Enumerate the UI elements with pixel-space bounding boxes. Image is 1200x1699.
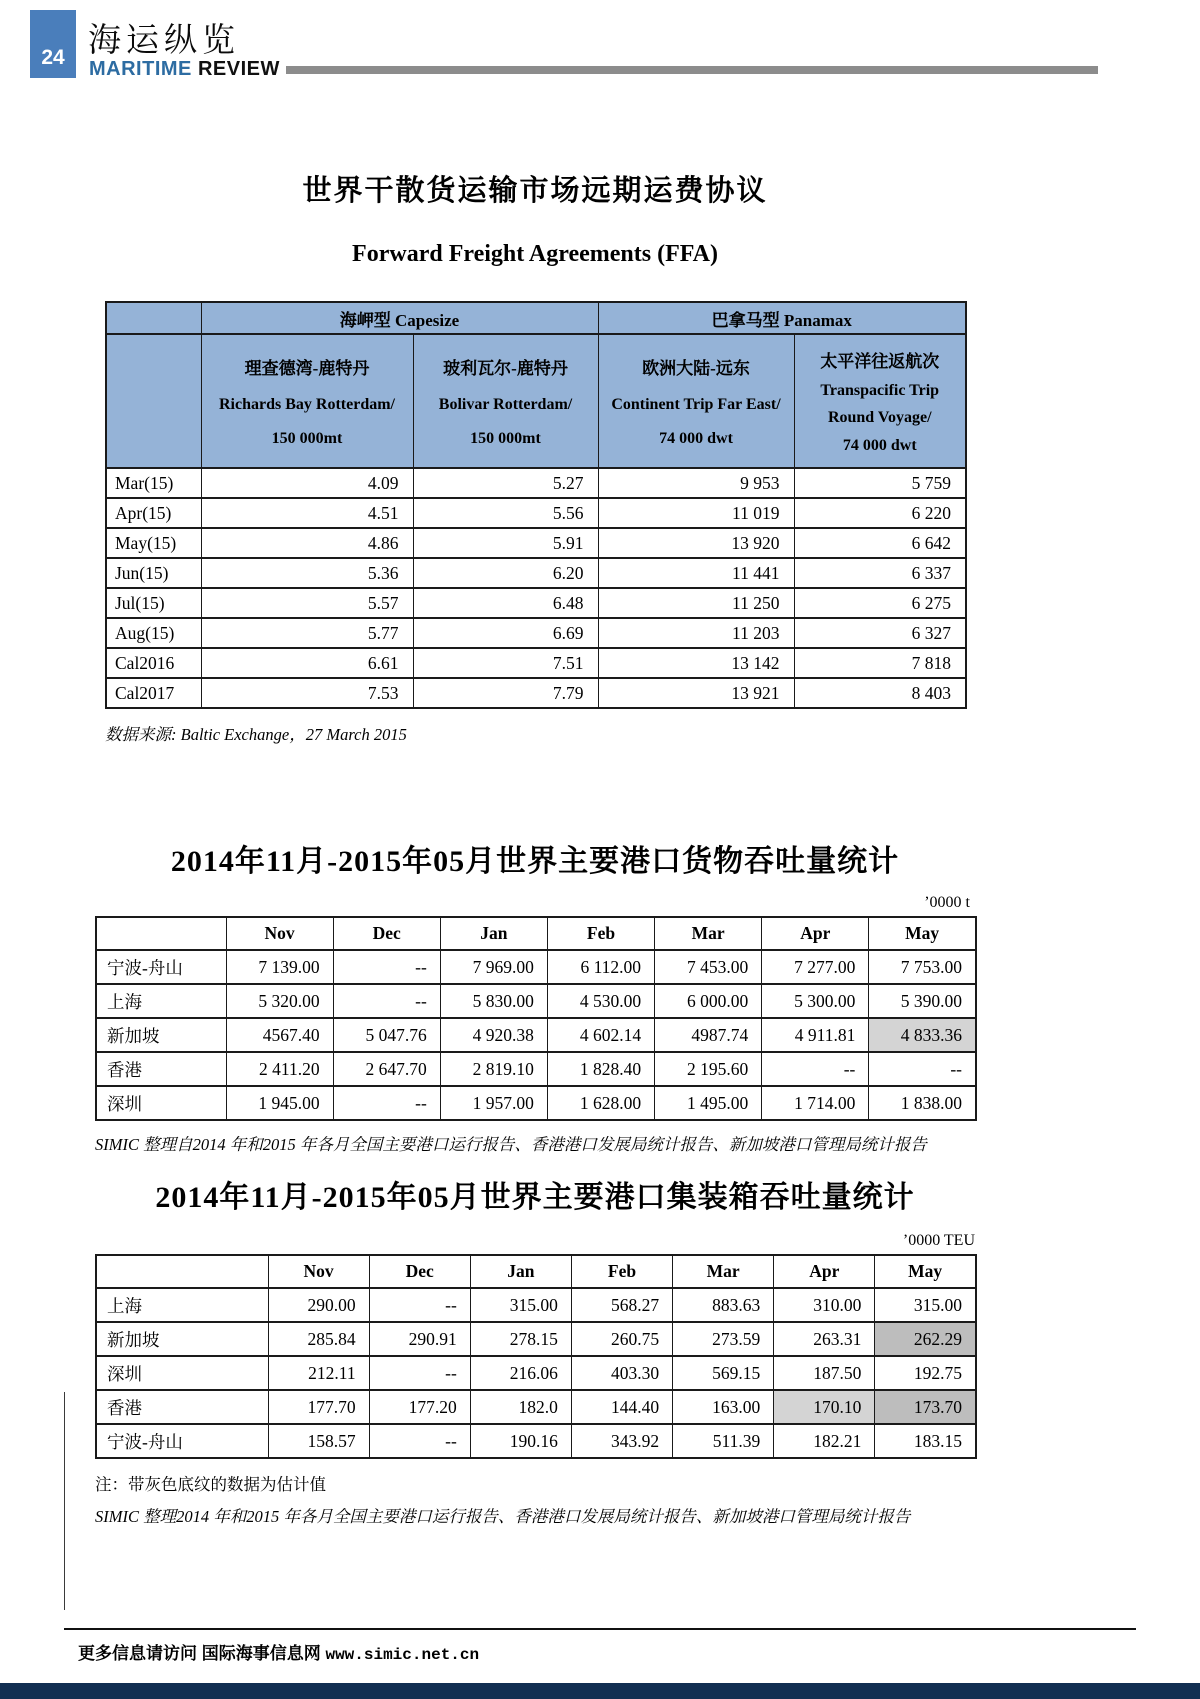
port-value: 182.21 [774,1424,875,1458]
port-value: 7 277.00 [762,950,869,984]
ffa-data-row [106,468,966,498]
ffa-value: 11 250 [598,588,794,618]
port-value: 310.00 [774,1288,875,1322]
ffa-value: 11 203 [598,618,794,648]
ffa-row-label: Jun(15) [106,558,201,588]
month-header: Dec [333,917,440,950]
ffa-header-line: 74 000 dwt [842,437,917,455]
month-header: Apr [762,917,869,950]
port-name: 上海 [96,984,226,1018]
ffa-data-row [106,498,966,528]
port-value: 170.10 [774,1390,875,1424]
ffa-corner-cell [106,334,201,468]
port-name: 深圳 [96,1356,268,1390]
ffa-section [105,168,965,745]
ffa-header-line: 74 000 dwt [659,430,733,448]
ffa-header-lines [206,337,409,465]
port-value: 2 647.70 [333,1052,440,1086]
port-value: 216.06 [470,1356,571,1390]
ffa-value: 4.51 [201,498,413,528]
ffa-data-row [106,648,966,678]
port-value: 5 300.00 [762,984,869,1018]
ffa-header-line: 欧洲大陆-远东 [642,358,750,378]
ffa-value: 6 275 [794,588,966,618]
ffa-header-line: 150 000mt [470,430,541,448]
port-name: 香港 [96,1390,268,1424]
port-value: 5 830.00 [440,984,547,1018]
ffa-data-row [106,528,966,558]
footer-bottom-bar [0,1683,1200,1699]
port-value: 177.20 [369,1390,470,1424]
port-value: 1 828.40 [547,1052,654,1086]
ffa-value: 5.91 [413,528,598,558]
port-value: 1 495.00 [655,1086,762,1120]
ffa-value: 6 327 [794,618,966,648]
ffa-data-row [106,558,966,588]
port-value: 7 453.00 [655,950,762,984]
port-value: 144.40 [571,1390,672,1424]
ffa-value: 4.09 [201,468,413,498]
ffa-value: 5.77 [201,618,413,648]
masthead-review-label: REVIEW [197,58,280,80]
port-value: 6 112.00 [547,950,654,984]
ffa-column-header [413,334,598,468]
port-data-row [96,1390,976,1424]
port-value: 4567.40 [226,1018,333,1052]
port-value: 260.75 [571,1322,672,1356]
ffa-header-line: 理查德湾-鹿特丹 [244,358,370,378]
port-value: 883.63 [673,1288,774,1322]
port-value: 7 753.00 [869,950,976,984]
month-corner-cell [96,1255,268,1288]
port-value: 2 819.10 [440,1052,547,1086]
ffa-row-label: Cal2017 [106,678,201,708]
footer-text [78,1639,479,1664]
footer-divider-line [64,1628,1136,1630]
month-corner-cell [96,917,226,950]
port-value: 2 195.60 [655,1052,762,1086]
ffa-value: 9 953 [598,468,794,498]
month-header: Dec [369,1255,470,1288]
port-data-row [96,984,976,1018]
ffa-header-line: 太平洋往返航次 [820,351,940,371]
ffa-column-header [598,334,794,468]
port-value: 5 320.00 [226,984,333,1018]
page-number-badge [30,10,76,78]
ffa-data-row [106,678,966,708]
ffa-header-lines [418,337,594,465]
ffa-row-label: Apr(15) [106,498,201,528]
port-value: 183.15 [875,1424,976,1458]
port-value: -- [369,1356,470,1390]
port-value: 285.84 [268,1322,369,1356]
port-value: 6 000.00 [655,984,762,1018]
month-header: Feb [571,1255,672,1288]
port-value: 7 969.00 [440,950,547,984]
port-value: 2 411.20 [226,1052,333,1086]
port-data-row [96,1322,976,1356]
ffa-data-row [106,588,966,618]
ffa-value: 5.27 [413,468,598,498]
port-value: 173.70 [875,1390,976,1424]
ffa-header-line: Round Voyage/ [827,409,932,427]
masthead-title-cn: 海运纵览 [88,21,240,58]
ffa-header-line: 150 000mt [271,430,343,448]
port-value: 4 911.81 [762,1018,869,1052]
ffa-header-line: 玻利瓦尔-鹿特丹 [443,358,568,378]
port-value: 187.50 [774,1356,875,1390]
port-value: 177.70 [268,1390,369,1424]
month-header: Jan [440,917,547,950]
left-margin-rule [64,1392,65,1610]
port-value: 1 838.00 [869,1086,976,1120]
ffa-value: 13 142 [598,648,794,678]
ffa-header-line: Richards Bay Rotterdam/ [219,395,395,413]
port-value: 163.00 [673,1390,774,1424]
port-name: 新加坡 [96,1018,226,1052]
port-value: 290.91 [369,1322,470,1356]
port-value: 7 139.00 [226,950,333,984]
ffa-data-row [106,618,966,648]
port-data-row [96,1424,976,1458]
cargo-source-note: SIMIC 整理自2014 年和2015 年各月全国主要港口运行报告、香港港口发展局统计报告、新加坡港口管理局统计报告 [95,1135,927,1154]
port-value: -- [369,1424,470,1458]
ffa-column-header [794,334,966,468]
cargo-table-title: 2014年11月-2015年05月世界主要港口货物吞吐量统计 [170,845,900,878]
port-data-row [96,1288,976,1322]
port-value: -- [762,1052,869,1086]
port-value: 192.75 [875,1356,976,1390]
port-value: 315.00 [875,1288,976,1322]
port-value: 4 920.38 [440,1018,547,1052]
cargo-throughput-section [95,836,975,1155]
port-value: 569.15 [673,1356,774,1390]
port-value: 158.57 [268,1424,369,1458]
port-value: 290.00 [268,1288,369,1322]
port-value: 1 945.00 [226,1086,333,1120]
ffa-row-label: May(15) [106,528,201,558]
month-header: Mar [655,917,762,950]
masthead-divider-bar [286,66,1098,74]
ffa-value: 6.48 [413,588,598,618]
container-unit-label: ’0000 TEU [902,1232,975,1249]
container-source-note: SIMIC 整理2014 年和2015 年各月全国主要港口运行报告、香港港口发展局统计报告、新加坡港口管理局统计报告 [95,1507,911,1526]
month-header-row [96,917,976,950]
footer-url: www.simic.net.cn [325,1646,480,1664]
port-value: 263.31 [774,1322,875,1356]
ffa-header-line: Continent Trip Far East/ [611,395,781,413]
ffa-source-note: 数据来源: Baltic Exchange，27 March 2015 [105,725,407,744]
port-value: 4 833.36 [869,1018,976,1052]
cargo-unit-label: ’0000 t [924,894,970,911]
port-value: 4 530.00 [547,984,654,1018]
ffa-table [105,301,967,709]
masthead-title-en [89,58,280,81]
ffa-value: 7.79 [413,678,598,708]
port-data-row [96,1052,976,1086]
ffa-value: 13 920 [598,528,794,558]
ffa-value: 5.56 [413,498,598,528]
port-data-row [96,1086,976,1120]
ffa-value: 6 642 [794,528,966,558]
ffa-group-panamax: 巴拿马型 Panamax [598,302,966,334]
port-value: 212.11 [268,1356,369,1390]
port-value: 403.30 [571,1356,672,1390]
ffa-value: 8 403 [794,678,966,708]
port-value: -- [333,984,440,1018]
port-value: 511.39 [673,1424,774,1458]
ffa-row-label: Aug(15) [106,618,201,648]
cargo-throughput-table [95,916,977,1121]
month-header: May [869,917,976,950]
month-header: Mar [673,1255,774,1288]
port-value: 343.92 [571,1424,672,1458]
ffa-column-header-row [106,334,966,468]
month-header-row [96,1255,976,1288]
port-data-row [96,1018,976,1052]
ffa-corner-cell [106,302,201,334]
ffa-group-header-row [106,302,966,334]
ffa-value: 6.69 [413,618,598,648]
masthead-maritime-label: MARITIME [89,58,192,80]
ffa-row-label: Cal2016 [106,648,201,678]
ffa-title-cn: 世界干散货运输市场远期运费协议 [302,175,768,207]
ffa-header-line: Bolivar Rotterdam/ [438,395,573,413]
ffa-value: 5.36 [201,558,413,588]
ffa-title-en: Forward Freight Agreements (FFA) [352,241,718,267]
port-value: 1 628.00 [547,1086,654,1120]
container-throughput-section [95,1172,975,1527]
ffa-value: 7.51 [413,648,598,678]
port-value: 278.15 [470,1322,571,1356]
month-header: Apr [774,1255,875,1288]
port-value: 315.00 [470,1288,571,1322]
port-value: 182.0 [470,1390,571,1424]
estimate-note: 注：带灰色底纹的数据为估计值 [95,1475,326,1494]
month-header: Jan [470,1255,571,1288]
port-value: -- [333,950,440,984]
port-value: -- [869,1052,976,1086]
port-value: 5 047.76 [333,1018,440,1052]
ffa-header-line: Transpacific Trip [820,381,940,399]
footer-visit-label: 更多信息请访问 国际海事信息网 [78,1644,321,1663]
ffa-value: 6.20 [413,558,598,588]
port-value: 190.16 [470,1424,571,1458]
container-table-title: 2014年11月-2015年05月世界主要港口集装箱吞吐量统计 [155,1181,915,1214]
ffa-value: 7 818 [794,648,966,678]
port-value: -- [369,1288,470,1322]
port-name: 上海 [96,1288,268,1322]
port-data-row [96,1356,976,1390]
port-name: 香港 [96,1052,226,1086]
port-name: 宁波-舟山 [96,950,226,984]
ffa-header-lines [603,337,790,465]
month-header: Nov [226,917,333,950]
port-name: 宁波-舟山 [96,1424,268,1458]
ffa-value: 6 220 [794,498,966,528]
ffa-value: 7.53 [201,678,413,708]
ffa-row-label: Mar(15) [106,468,201,498]
ffa-row-label: Jul(15) [106,588,201,618]
ffa-value: 6.61 [201,648,413,678]
port-value: 273.59 [673,1322,774,1356]
ffa-value: 5 759 [794,468,966,498]
port-value: 1 957.00 [440,1086,547,1120]
port-value: 1 714.00 [762,1086,869,1120]
port-value: 568.27 [571,1288,672,1322]
month-header: May [875,1255,976,1288]
ffa-header-lines [799,337,962,465]
ffa-group-capesize: 海岬型 Capesize [201,302,598,334]
port-value: -- [333,1086,440,1120]
port-name: 深圳 [96,1086,226,1120]
month-header: Nov [268,1255,369,1288]
month-header: Feb [547,917,654,950]
ffa-value: 4.86 [201,528,413,558]
ffa-value: 11 019 [598,498,794,528]
ffa-value: 5.57 [201,588,413,618]
port-value: 5 390.00 [869,984,976,1018]
ffa-column-header [201,334,413,468]
container-throughput-table [95,1254,977,1459]
ffa-value: 6 337 [794,558,966,588]
port-value: 4987.74 [655,1018,762,1052]
port-value: 4 602.14 [547,1018,654,1052]
ffa-value: 13 921 [598,678,794,708]
page-number: 24 [41,46,65,69]
port-value: 262.29 [875,1322,976,1356]
port-data-row [96,950,976,984]
ffa-value: 11 441 [598,558,794,588]
port-name: 新加坡 [96,1322,268,1356]
